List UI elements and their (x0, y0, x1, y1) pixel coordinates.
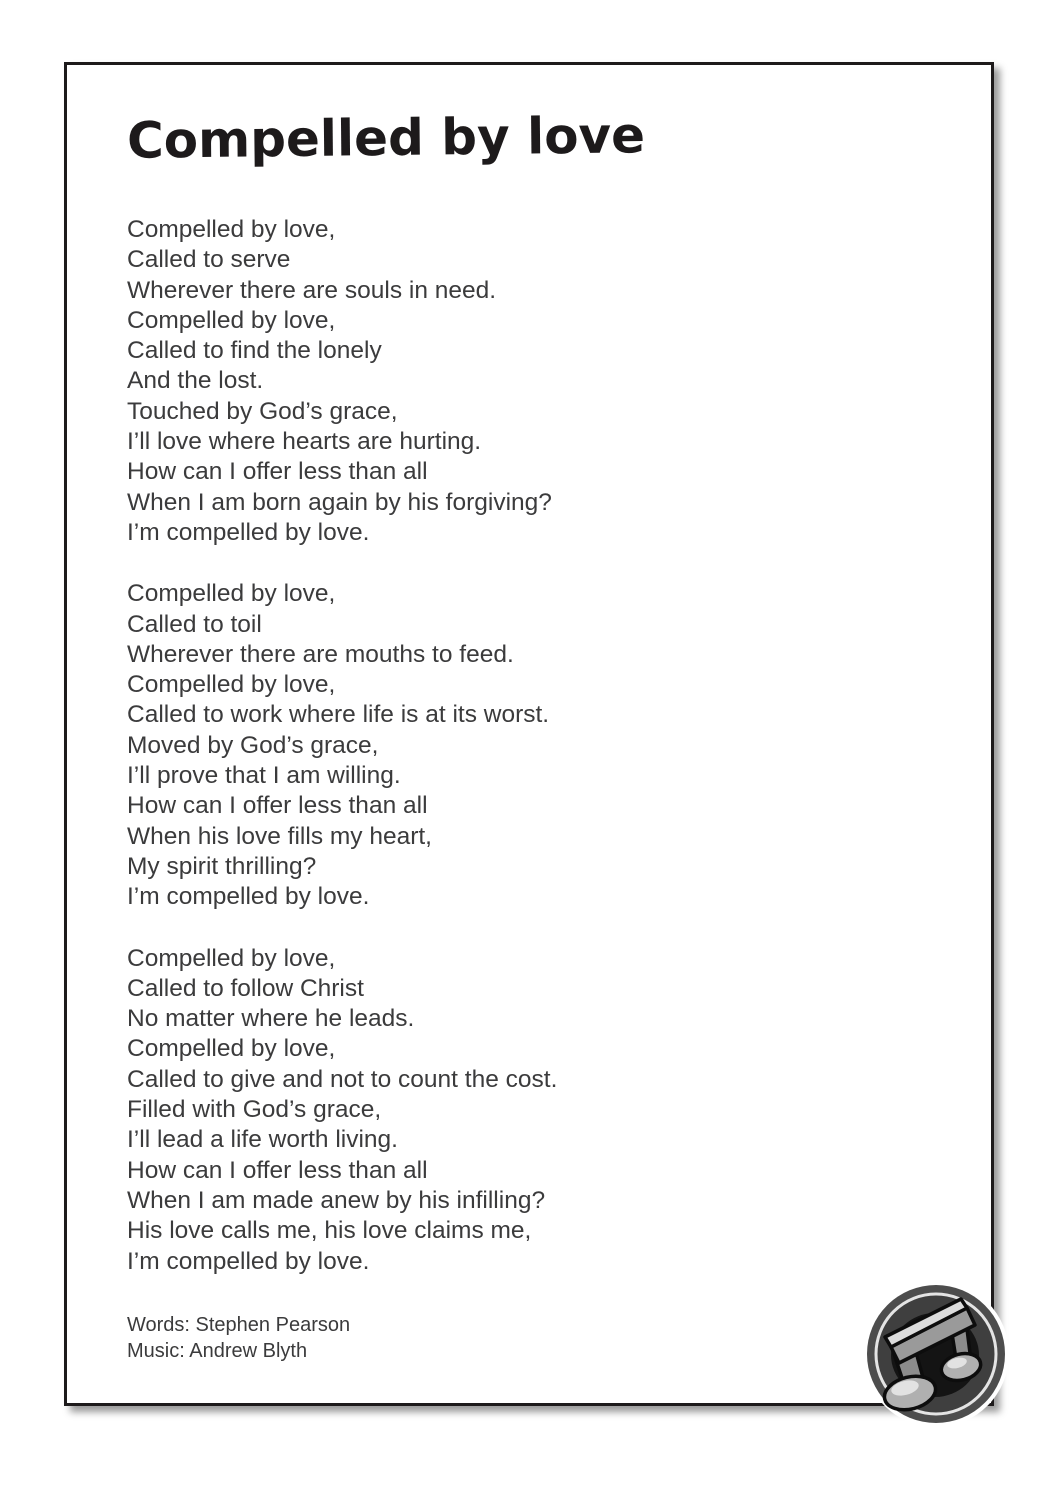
lyric-line: Compelled by love, (127, 306, 336, 334)
lyric-line: Compelled by love, (127, 671, 336, 699)
verse-1 (127, 215, 557, 548)
lyric-line: I’m compelled by love. (127, 1247, 370, 1275)
lyric-line: I’ll love where hearts are hurting. (127, 428, 482, 456)
credit-music-line: Music: Andrew Blyth (127, 1340, 308, 1362)
music-note-icon (861, 1279, 1011, 1429)
lyric-line: His love calls me, his love claims me, (127, 1217, 532, 1245)
lyric-line: When I am born again by his forgiving? (127, 488, 552, 516)
lyric-line: Compelled by love, (127, 1035, 336, 1063)
lyric-line: Compelled by love, (127, 216, 336, 243)
page-title: Compelled by love (126, 106, 646, 170)
lyric-line: When his love fills my heart, (127, 822, 432, 850)
lyric-line: Called to find the lonely (127, 337, 382, 365)
lyric-line: I’ll prove that I am willing. (127, 762, 401, 790)
lyric-line: How can I offer less than all (127, 792, 428, 820)
lyric-line: Compelled by love, (127, 580, 336, 608)
lyric-line: Filled with God’s grace, (127, 1096, 382, 1124)
verse-3 (127, 944, 557, 1277)
credits (127, 1312, 350, 1364)
lyric-line: Called to work where life is at its worst. (127, 701, 550, 729)
credit-words-line: Words: Stephen Pearson (127, 1314, 351, 1336)
song-sheet-page (64, 62, 994, 1406)
lyric-line: No matter where he leads. (127, 1005, 415, 1033)
music-note-badge (861, 1279, 1011, 1429)
lyric-line: Moved by God’s grace, (127, 731, 379, 759)
lyric-line: And the lost. (127, 367, 264, 395)
lyrics-block (127, 215, 557, 1308)
lyric-line: I’ll lead a life worth living. (127, 1126, 398, 1154)
lyric-line: Wherever there are souls in need. (127, 276, 497, 304)
verse-2 (127, 579, 557, 912)
lyric-line: I’m compelled by love. (127, 883, 370, 911)
lyric-line: Called to serve (127, 246, 291, 274)
lyric-line: Compelled by love, (127, 944, 336, 972)
lyric-line: How can I offer less than all (127, 1156, 428, 1184)
lyric-line: Touched by God’s grace, (127, 397, 398, 425)
lyric-line: I’m compelled by love. (127, 518, 370, 546)
lyric-line: Called to toil (127, 610, 262, 638)
lyric-line: How can I offer less than all (127, 458, 428, 486)
lyric-line: Called to give and not to count the cost. (127, 1065, 558, 1093)
lyric-line: My spirit thrilling? (127, 852, 317, 880)
lyric-line: Wherever there are mouths to feed. (127, 640, 514, 668)
lyric-line: Called to follow Christ (127, 974, 364, 1002)
lyric-line: When I am made anew by his infilling? (127, 1186, 546, 1214)
